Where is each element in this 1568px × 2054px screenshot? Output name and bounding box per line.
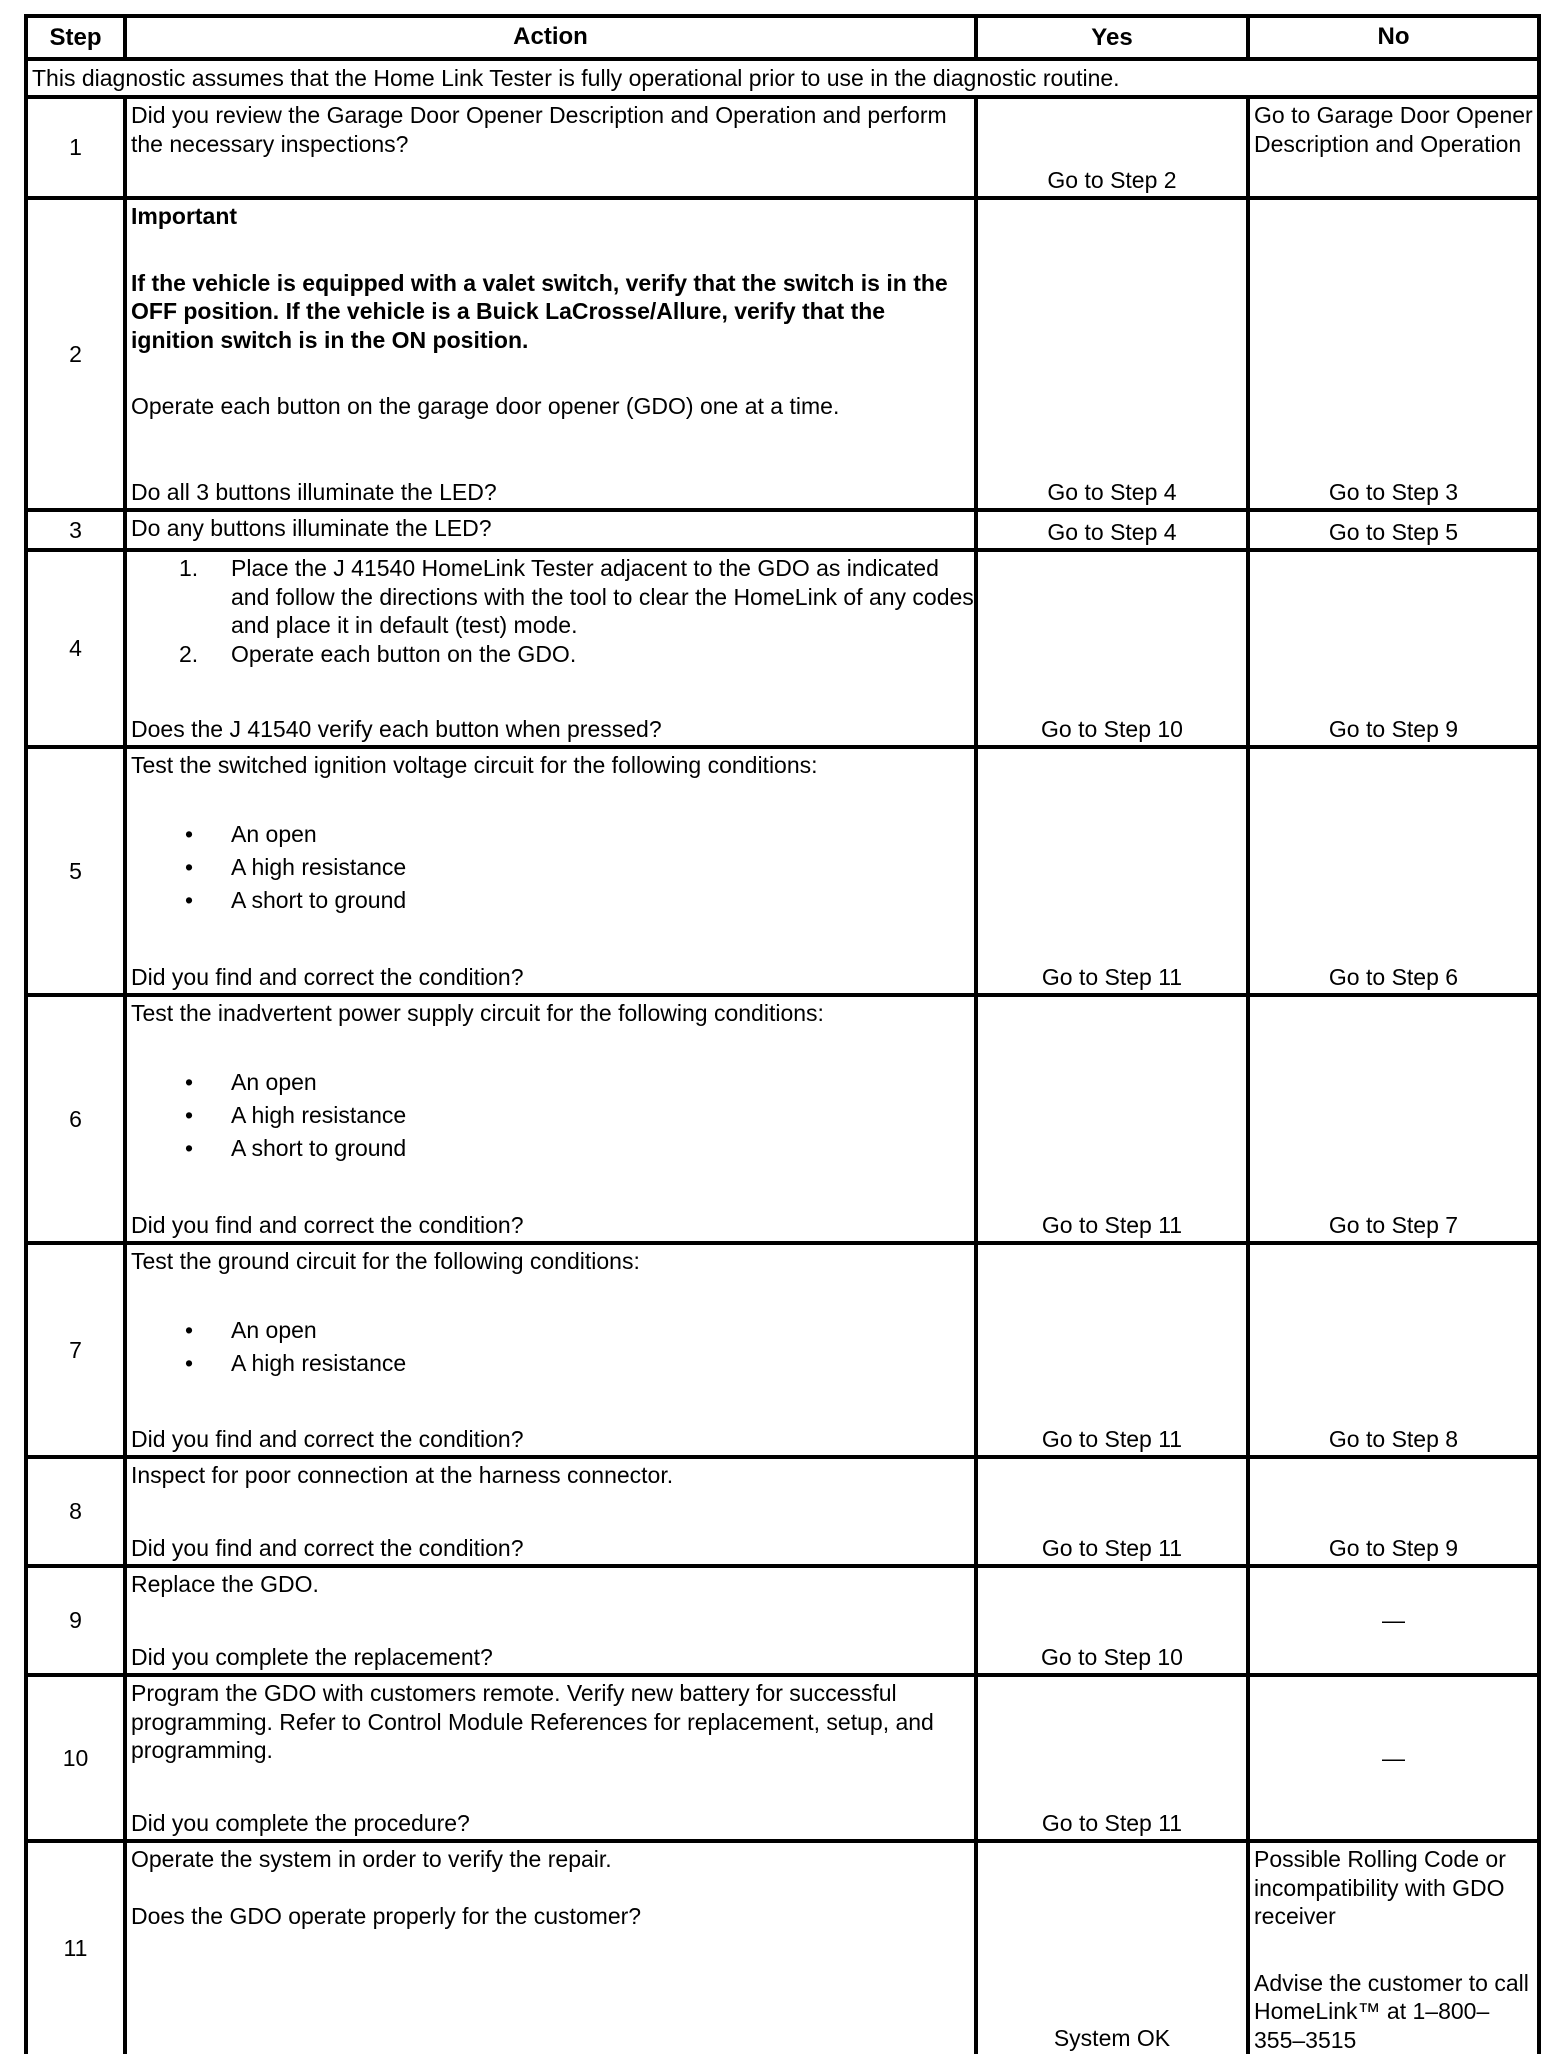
list-item-text: A high resistance (231, 1350, 406, 1376)
action-text (127, 1459, 978, 1564)
list-item-text: Operate each button on the GDO. (231, 641, 576, 667)
no-result: Go to Step 9 (1250, 552, 1541, 745)
step-number: 10 (24, 1677, 127, 1839)
list-item: • An open (131, 818, 974, 851)
no-result-note: Possible Rolling Code or incompatibility with GDO receiver (1254, 1845, 1537, 1931)
table-row (24, 997, 1541, 1245)
yes-result: Go to Step 11 (978, 997, 1250, 1241)
header-action: Action (127, 18, 978, 57)
action-text (127, 552, 978, 745)
table-row (24, 552, 1541, 749)
condition-list (131, 1066, 974, 1165)
list-item-text: Place the J 41540 HomeLink Tester adjacent to the GDO as indicated and follow the directions with the tool to clear the HomeLink of any codes and place it in default (test) mode. (231, 555, 974, 638)
action-text (127, 1245, 978, 1455)
no-result: Go to Step 7 (1250, 997, 1541, 1241)
yes-result: Go to Step 4 (978, 512, 1250, 548)
no-result: — (1250, 1568, 1541, 1673)
no-result: Go to Step 8 (1250, 1245, 1541, 1455)
table-row (24, 1459, 1541, 1568)
no-result: Go to Garage Door Opener Description and Operation (1250, 99, 1541, 196)
header-no: No (1250, 18, 1541, 57)
table-row (24, 749, 1541, 997)
yes-result: Go to Step 10 (978, 552, 1250, 745)
list-item-text: A high resistance (231, 854, 406, 880)
action-question: Do any buttons illuminate the LED? (131, 514, 974, 543)
step-number: 6 (24, 997, 127, 1241)
action-question: Did you complete the procedure? (131, 1809, 470, 1838)
list-item: • An open (131, 1066, 974, 1099)
step-number: 7 (24, 1245, 127, 1455)
list-item: • A short to ground (131, 1132, 974, 1165)
yes-result: Go to Step 11 (978, 1459, 1250, 1564)
step-number: 4 (24, 552, 127, 745)
step-number: 1 (24, 99, 127, 196)
diagnostic-note: This diagnostic assumes that the Home Link Tester is fully operational prior to use in the diagnostic routine. (24, 61, 1541, 95)
action-intro: Test the ground circuit for the following conditions: (131, 1247, 974, 1276)
step-number: 2 (24, 200, 127, 508)
yes-result: Go to Step 10 (978, 1568, 1250, 1673)
list-item-number: 2. (179, 640, 198, 669)
table-note-row (24, 61, 1541, 99)
action-question: Does the J 41540 verify each button when pressed? (131, 715, 662, 744)
action-text (127, 1568, 978, 1673)
action-intro: Operate the system in order to verify the repair. (131, 1845, 974, 1874)
action-question: Does the GDO operate properly for the customer? (131, 1902, 974, 1931)
no-result: Go to Step 9 (1250, 1459, 1541, 1564)
action-question: Do all 3 buttons illuminate the LED? (131, 478, 497, 507)
table-row (24, 1245, 1541, 1459)
action-question: Did you review the Garage Door Opener Description and Operation and perform the necessary inspections? (131, 101, 974, 158)
action-intro: Program the GDO with customers remote. Verify new battery for successful programming. Refer to Control Module References for replacement, setup, and programming. (131, 1679, 974, 1765)
list-item: • A high resistance (131, 1099, 974, 1132)
action-text (127, 997, 978, 1241)
step-number: 11 (24, 1843, 127, 2054)
action-question: Did you complete the replacement? (131, 1643, 493, 1672)
action-intro: Test the switched ignition voltage circuit for the following conditions: (131, 751, 974, 780)
table-row (24, 512, 1541, 552)
header-yes: Yes (978, 18, 1250, 57)
action-text (127, 200, 978, 508)
table-row (24, 200, 1541, 512)
step-number: 9 (24, 1568, 127, 1673)
list-item-text: An open (231, 1317, 317, 1343)
list-item: • A high resistance (131, 851, 974, 884)
important-text: If the vehicle is equipped with a valet switch, verify that the switch is in the OFF position. If the vehicle is a Buick LaCrosse/Allure, verify that the ignition switch is in the ON position. (131, 269, 974, 355)
step-number: 3 (24, 512, 127, 548)
action-text (127, 99, 978, 196)
table-header (24, 14, 1541, 61)
no-result: Go to Step 3 (1250, 200, 1541, 508)
procedure-list (131, 554, 974, 668)
action-intro: Replace the GDO. (131, 1570, 974, 1599)
no-result: Go to Step 6 (1250, 749, 1541, 993)
step-number: 8 (24, 1459, 127, 1564)
no-result: Go to Step 5 (1250, 512, 1541, 548)
list-item (131, 640, 974, 669)
action-intro: Inspect for poor connection at the harness connector. (131, 1461, 974, 1490)
action-question: Did you find and correct the condition? (131, 1211, 524, 1240)
list-item: • An open (131, 1314, 974, 1347)
action-text (127, 1843, 978, 2054)
diagnostic-table (24, 14, 1541, 2054)
yes-result: Go to Step 11 (978, 1677, 1250, 1839)
no-result (1250, 1843, 1541, 2054)
list-item (131, 554, 974, 640)
no-result-advice: Advise the customer to call HomeLink™ at 1–800–355–3515 (1254, 1969, 1537, 2054)
list-item: • A high resistance (131, 1347, 974, 1380)
condition-list (131, 1314, 974, 1380)
action-question: Did you find and correct the condition? (131, 1425, 524, 1454)
important-heading: Important (131, 202, 974, 231)
list-item-text: An open (231, 1069, 317, 1095)
header-step: Step (24, 18, 127, 57)
table-row (24, 1843, 1541, 2054)
action-text (127, 749, 978, 993)
list-item-text: An open (231, 821, 317, 847)
list-item-text: A short to ground (231, 1135, 406, 1161)
action-intro: Test the inadvertent power supply circuit for the following conditions: (131, 999, 974, 1028)
list-item-text: A high resistance (231, 1102, 406, 1128)
action-text (127, 512, 978, 548)
condition-list (131, 818, 974, 917)
yes-result: Go to Step 11 (978, 749, 1250, 993)
table-row (24, 1677, 1541, 1843)
no-result: — (1250, 1677, 1541, 1839)
yes-result: Go to Step 4 (978, 200, 1250, 508)
table-row (24, 1568, 1541, 1677)
list-item-number: 1. (179, 554, 198, 583)
step-number: 5 (24, 749, 127, 993)
yes-result: Go to Step 2 (978, 99, 1250, 196)
list-item-text: A short to ground (231, 887, 406, 913)
action-instruction: Operate each button on the garage door opener (GDO) one at a time. (131, 392, 974, 421)
yes-result: Go to Step 11 (978, 1245, 1250, 1455)
list-item: • A short to ground (131, 884, 974, 917)
action-question: Did you find and correct the condition? (131, 1534, 524, 1563)
yes-result: System OK (978, 1843, 1250, 2054)
action-text (127, 1677, 978, 1839)
table-row (24, 99, 1541, 200)
action-question: Did you find and correct the condition? (131, 963, 524, 992)
